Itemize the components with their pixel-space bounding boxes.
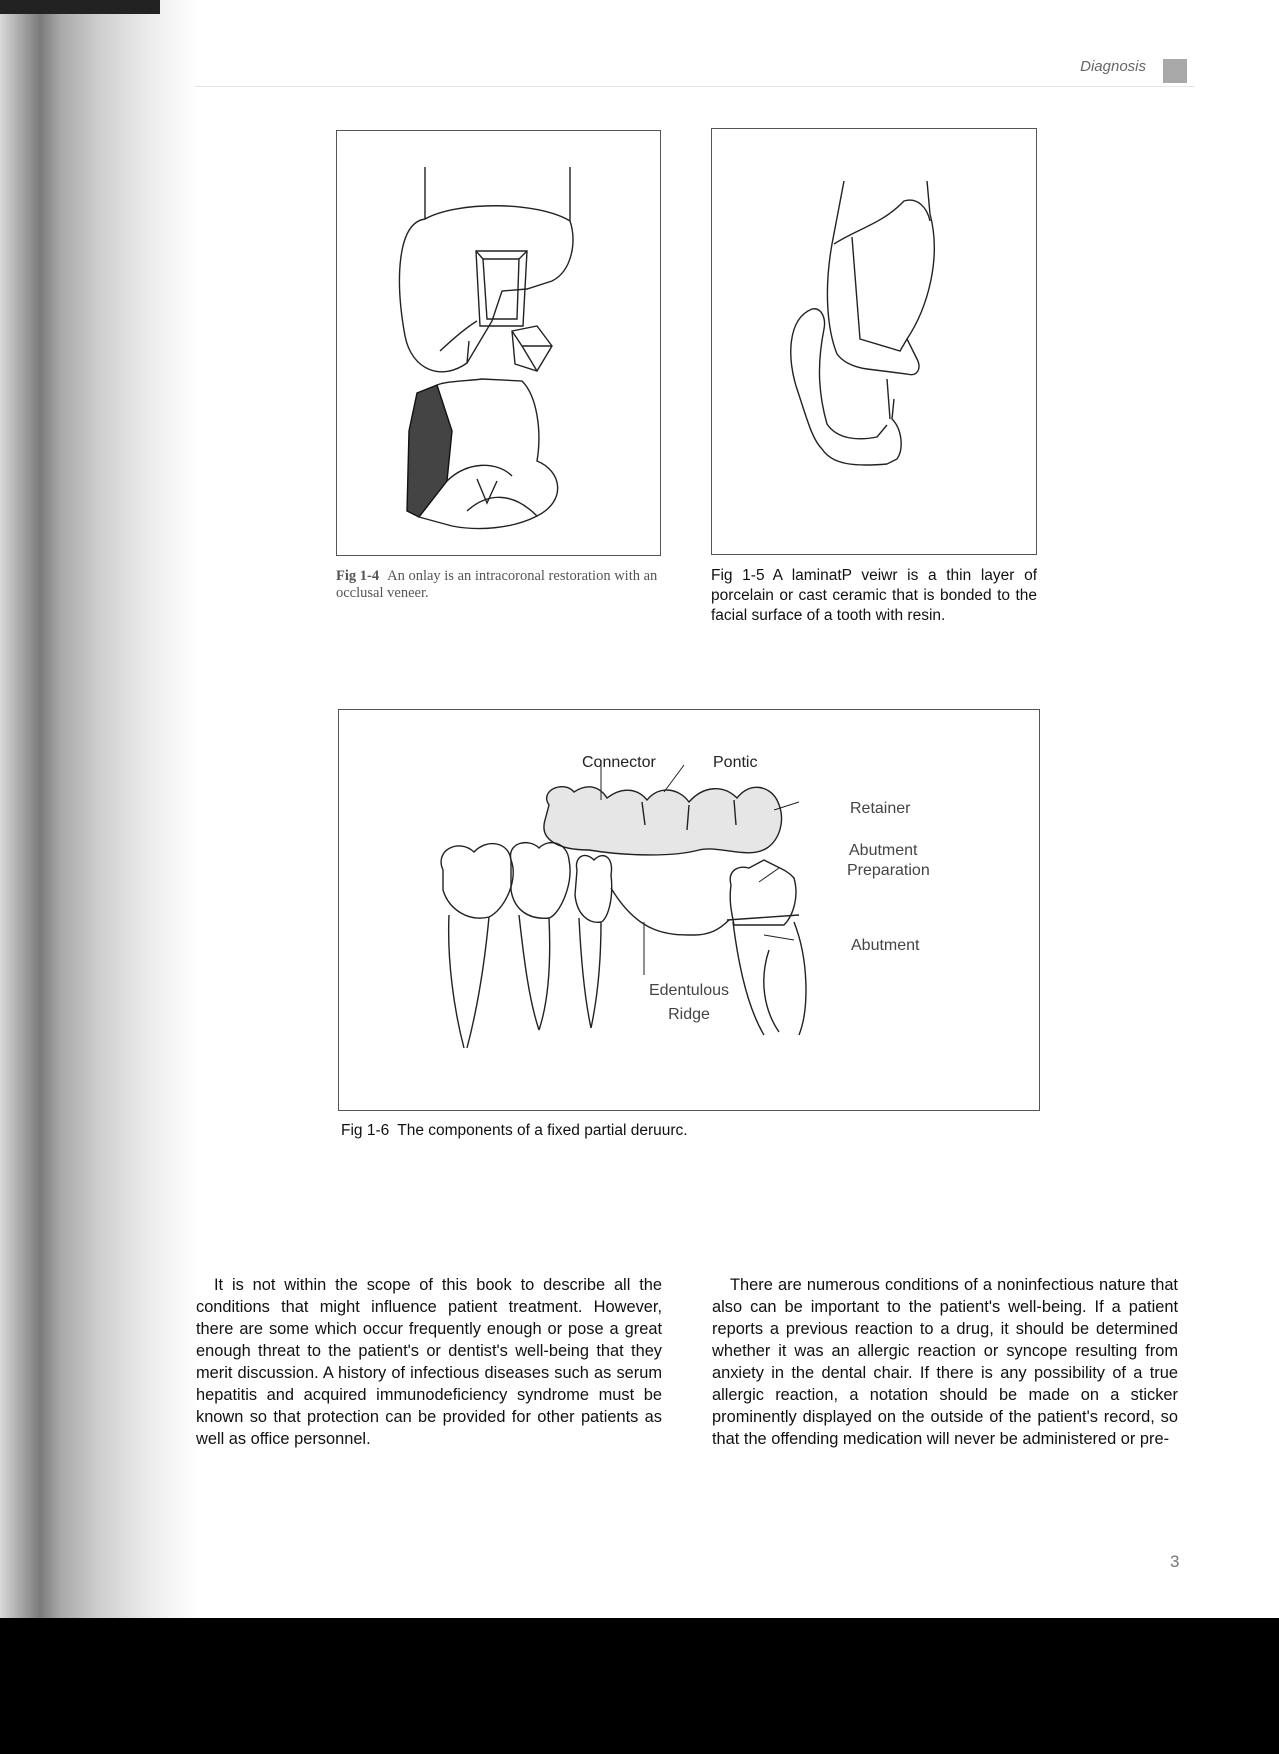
- figure-1-5-caption: [711, 566, 1037, 626]
- edentulous-ridge-label-line1: Edentulous: [648, 982, 730, 999]
- figure-1-6-caption: [341, 1121, 941, 1141]
- book-spine-shadow: [0, 0, 200, 1620]
- abutment-preparation-label-line1: Abutment: [849, 842, 918, 859]
- figure-1-4-panel: [336, 130, 661, 556]
- page-number: 3: [1170, 1552, 1180, 1571]
- onlay-illustration: [337, 131, 660, 555]
- figure-1-6-text: The components of a fixed partial deruurc.: [397, 1122, 688, 1139]
- figure-1-5-text: A laminatP veiwr is a thin layer of porcelain or cast ceramic that is bonded to the facial surface of a tooth with resin.: [711, 567, 1037, 624]
- figure-1-4-caption: [336, 568, 666, 602]
- retainer-label: Retainer: [850, 800, 911, 817]
- figure-1-6-label: Fig 1-6: [341, 1122, 390, 1139]
- figure-1-4-label: Fig 1-4: [336, 568, 380, 584]
- abutment-label: Abutment: [851, 937, 920, 954]
- figure-1-4-text: An onlay is an intracoronal restoration with an occlusal veneer.: [336, 568, 658, 601]
- fixed-partial-denture-illustration: [339, 710, 1039, 1110]
- running-head-marker: [1163, 59, 1187, 83]
- laminate-veneer-illustration: [712, 129, 1036, 554]
- scan-edge-top: [0, 0, 160, 14]
- pontic-label: Pontic: [713, 754, 758, 771]
- figure-1-6-panel: [338, 709, 1040, 1111]
- body-right-column: There are numerous conditions of a noninfectious nature that also can be important to the patient's well-being. If a patient reports a previous reaction to a drug, it should be determined whether it was an allergic reaction or syncope resulting from anxiety in the dental chair. If there is any possibility of a true allergic reaction, a notation should be made on a sticker prominently displayed on the outside of the patient's record, so that the offending medication will never be administered or pre-: [712, 1276, 1178, 1448]
- header-rule: [195, 86, 1195, 87]
- scan-bottom-edge: [0, 1618, 1279, 1754]
- running-head: Diagnosis: [1080, 58, 1146, 75]
- abutment-preparation-label-line2: Preparation: [847, 862, 930, 879]
- figure-1-5-panel: [711, 128, 1037, 555]
- edentulous-ridge-label-line2: Ridge: [668, 1006, 710, 1023]
- body-left-column: It is not within the scope of this book to describe all the conditions that might influence patient treatment. However, there are some which occur frequently enough or pose a great enough threat to the patient's or dentist's well-being that they merit discussion. A history of infectious diseases such as serum hepatitis and acquired immunodeficiency syndrome must be known so that protection can be provided for other patients as well as office personnel.: [196, 1276, 662, 1448]
- connector-label: Connector: [582, 754, 656, 771]
- figure-1-5-label: Fig 1-5: [711, 567, 765, 584]
